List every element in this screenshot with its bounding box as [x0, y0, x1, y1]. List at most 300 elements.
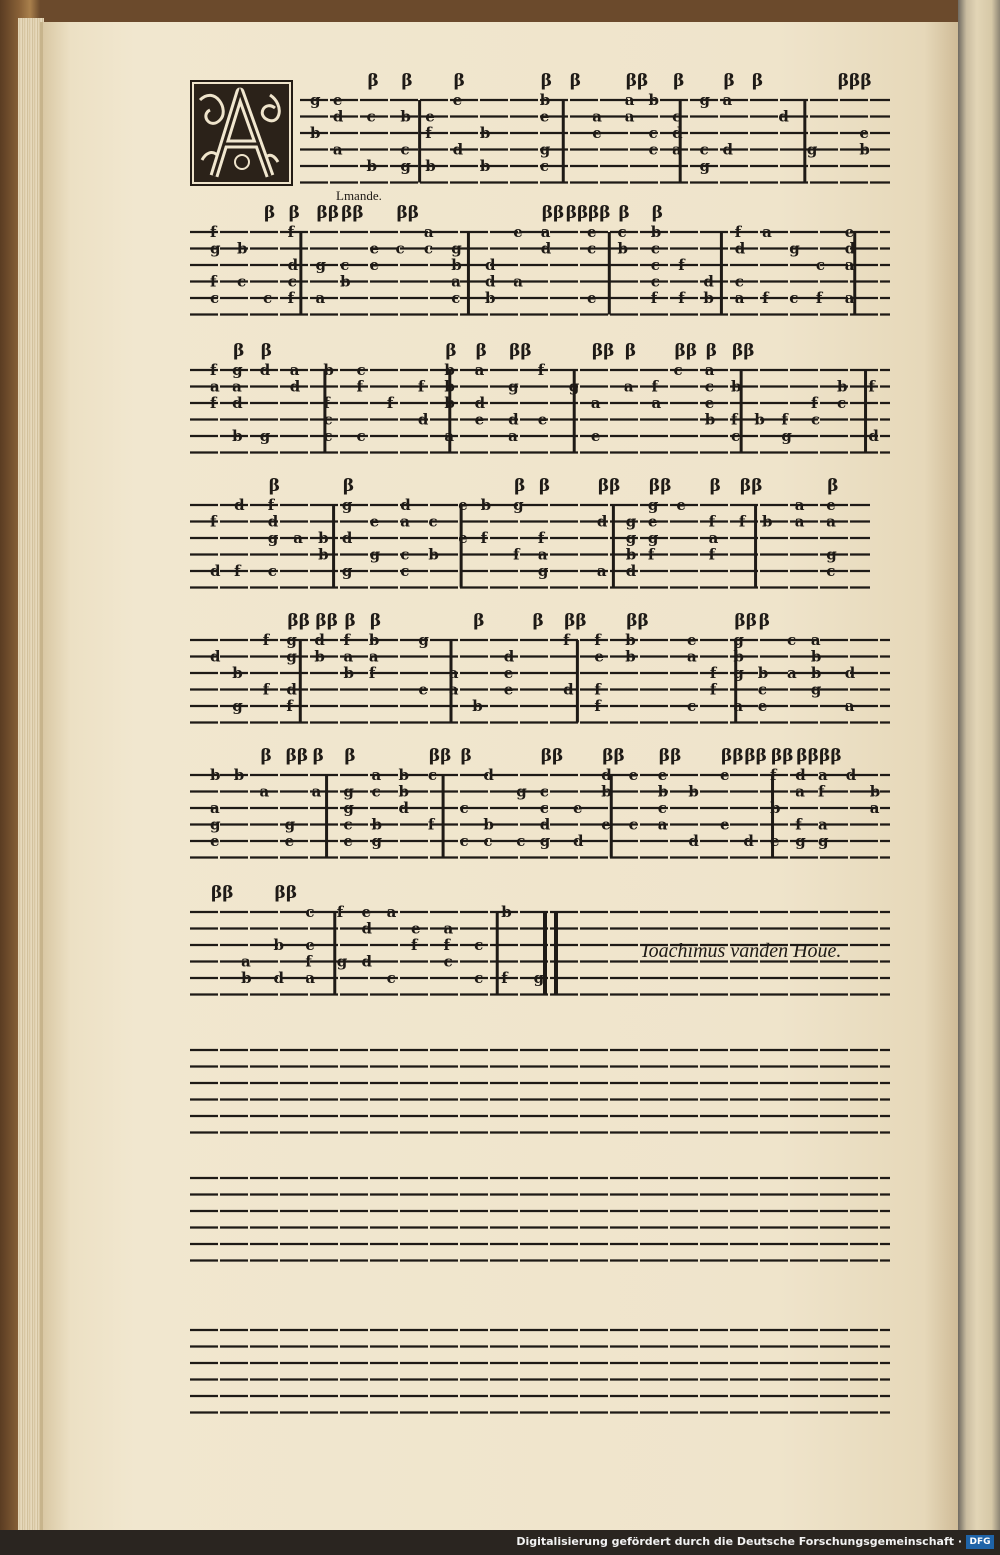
tab-letter: d — [601, 766, 612, 784]
tab-letter: e — [572, 799, 583, 817]
rhythm-flag: β — [342, 476, 355, 496]
tab-letter: e — [628, 766, 639, 784]
tab-letter: b — [314, 647, 325, 666]
tab-letter: f — [594, 697, 601, 715]
tab-letter: f — [286, 697, 293, 715]
tab-letter: f — [323, 394, 330, 412]
rhythm-flag: β — [751, 71, 764, 91]
tab-letter: f — [594, 631, 601, 649]
tab-letter: d — [417, 410, 429, 429]
tab-letter: c — [400, 562, 410, 580]
tab-letter: e — [369, 256, 380, 274]
rhythm-flag: ββ — [565, 203, 589, 223]
tab-letter: c — [451, 289, 461, 307]
tab-letter: f — [210, 272, 217, 291]
tab-letter: f — [708, 512, 716, 531]
tab-letter: a — [241, 952, 251, 971]
tab-letter: c — [699, 140, 709, 159]
rhythm-flag: ββ — [428, 746, 452, 766]
tab-letter: f — [356, 377, 363, 396]
tab-letter: f — [343, 631, 350, 649]
tab-letter: d — [259, 361, 271, 379]
tab-letter: b — [625, 545, 637, 564]
tab-letter: d — [474, 394, 486, 412]
tab-letter: d — [234, 496, 245, 514]
tab-letter: e — [305, 936, 315, 954]
rhythm-flag: β — [532, 611, 544, 631]
tab-letter: g — [513, 496, 524, 514]
tab-letter: b — [539, 91, 551, 109]
rhythm-flag: ββ — [731, 341, 755, 361]
tab-letter: b — [340, 272, 351, 291]
tab-letter: f — [563, 631, 570, 649]
tab-letter: c — [810, 410, 821, 429]
rhythm-flag: β — [758, 611, 771, 631]
tab-letter: e — [676, 496, 686, 514]
tab-letter: b — [273, 936, 285, 954]
tab-letter: f — [594, 680, 601, 699]
tab-letter: c — [734, 272, 744, 291]
tab-letter: a — [651, 394, 662, 412]
tab-letter: a — [371, 766, 382, 784]
tab-letter: e — [687, 631, 697, 649]
tab-letter: d — [508, 410, 519, 429]
tab-letter: g — [343, 782, 354, 801]
tab-letter: f — [537, 529, 545, 547]
tab-letter: d — [232, 394, 243, 412]
tab-letter: g — [210, 239, 221, 258]
rhythm-flag: ββ — [541, 203, 565, 223]
tab-letter: f — [287, 289, 295, 307]
tab-letter: c — [704, 377, 714, 396]
tab-letter: b — [398, 766, 409, 784]
composer-signature: Ioachimus vanden Houe. — [642, 940, 842, 962]
tab-letter: a — [305, 969, 316, 987]
tab-letter: c — [237, 272, 247, 291]
tab-letter: g — [568, 377, 580, 396]
tab-letter: g — [341, 562, 353, 580]
tab-letter: c — [586, 239, 597, 258]
dance-title: Lmande. — [336, 188, 382, 203]
tab-letter: e — [284, 832, 295, 850]
tab-letter: b — [400, 107, 411, 126]
dfg-logo: DFG — [966, 1535, 994, 1549]
tab-letter: g — [826, 545, 837, 564]
rhythm-flag: ββ — [721, 746, 744, 766]
tab-letter: c — [826, 562, 836, 580]
tab-letter: b — [688, 782, 699, 801]
tab-letter: a — [844, 697, 855, 715]
tab-letter: g — [267, 529, 279, 547]
rhythm-flag: β — [233, 341, 245, 361]
tab-letter: a — [592, 107, 603, 126]
tab-letter: a — [722, 91, 733, 109]
tab-letter: f — [781, 410, 788, 429]
rhythm-flag: β — [569, 71, 582, 91]
tab-letter: e — [425, 107, 435, 126]
tab-letter: a — [596, 562, 607, 580]
tab-letter: d — [361, 919, 373, 938]
rhythm-flag: ββ — [540, 746, 564, 766]
tab-letter: f — [411, 936, 418, 954]
rhythm-flag: ββ — [837, 71, 861, 91]
tab-letter: g — [315, 256, 327, 274]
tab-letter: a — [733, 697, 744, 715]
tab-letter: b — [601, 782, 612, 801]
tab-letter: e — [539, 107, 550, 126]
tab-letter: g — [369, 545, 381, 564]
tab-letter: d — [273, 969, 285, 987]
tab-letter: f — [709, 664, 717, 682]
tab-letter: g — [210, 815, 221, 834]
tab-letter: f — [210, 361, 217, 379]
tab-letter: f — [734, 223, 742, 241]
tab-letter: c — [428, 512, 438, 531]
tab-letter: a — [474, 361, 485, 379]
tab-letter: e — [503, 664, 514, 682]
rhythm-flag: ββ — [819, 746, 842, 766]
tab-letter: d — [484, 256, 496, 274]
tab-letter: a — [444, 427, 455, 445]
tab-letter: a — [657, 815, 668, 834]
tab-letter: f — [368, 664, 376, 682]
tab-letter: b — [617, 239, 628, 258]
tab-letter: d — [398, 799, 409, 817]
tab-letter: c — [474, 936, 484, 954]
rhythm-flag: β — [673, 71, 685, 91]
tab-letter: c — [539, 157, 549, 175]
tab-letter: a — [315, 289, 326, 307]
tab-letter: d — [361, 952, 373, 971]
tab-letter: b — [754, 410, 765, 429]
tab-letter: a — [624, 91, 635, 109]
tab-letter: f — [678, 256, 685, 274]
tab-letter: c — [516, 832, 526, 850]
rhythm-flag: ββ — [274, 883, 298, 903]
rhythm-flag: β — [268, 476, 281, 496]
tab-letter: f — [417, 377, 425, 396]
rhythm-flag: β — [860, 71, 872, 91]
tab-letter: c — [210, 289, 220, 307]
tab-letter: b — [371, 815, 382, 834]
tab-letter: d — [400, 496, 411, 514]
rhythm-flag: ββ — [396, 203, 420, 223]
rhythm-flag: β — [453, 71, 465, 91]
tab-letter: d — [503, 647, 515, 666]
tab-letter: g — [795, 832, 806, 850]
tab-letter: f — [647, 545, 655, 564]
tab-letter: a — [451, 272, 461, 291]
tab-letter: a — [448, 664, 459, 682]
tab-letter: e — [418, 680, 428, 699]
tab-letter: b — [425, 157, 436, 175]
tab-letter: b — [657, 782, 669, 801]
tab-letter: c — [443, 952, 453, 971]
tab-letter: d — [210, 562, 221, 580]
tab-letter: c — [650, 239, 660, 258]
footer-bar — [0, 1530, 1000, 1555]
tab-letter: d — [703, 272, 714, 291]
rhythm-flag: ββ — [674, 341, 698, 361]
tab-letter: c — [371, 782, 381, 801]
tab-letter: a — [818, 766, 828, 784]
tab-letter: a — [537, 545, 548, 564]
rhythm-flag: β — [723, 71, 735, 91]
rhythm-flag: ββ — [285, 746, 309, 766]
rhythm-flag: ββ — [509, 341, 532, 361]
tab-letter: a — [844, 289, 855, 307]
tab-letter: f — [708, 545, 716, 564]
tab-letter: g — [516, 782, 527, 801]
rhythm-flag: ββ — [587, 203, 611, 223]
rhythm-flag: β — [624, 341, 637, 361]
tab-letter: d — [563, 680, 574, 699]
rhythm-flag: β — [827, 476, 839, 496]
tab-letter: a — [624, 107, 635, 126]
tab-letter: e — [513, 223, 523, 241]
rhythm-flag: ββ — [770, 746, 794, 766]
tab-letter: a — [259, 782, 270, 801]
tab-letter: g — [232, 361, 243, 379]
tab-letter: c — [687, 697, 697, 715]
tab-letter: e — [369, 512, 380, 531]
tab-letter: d — [734, 239, 746, 258]
rhythm-flag: β — [445, 341, 457, 361]
tab-letter: g — [451, 239, 462, 258]
tab-letter: e — [859, 124, 869, 142]
tab-letter: d — [688, 832, 699, 850]
tab-letter: d — [844, 664, 856, 682]
tab-letter: d — [267, 512, 279, 531]
tab-letter: f — [425, 124, 432, 142]
tab-letter: a — [210, 377, 220, 396]
tab-letter: d — [572, 832, 584, 850]
tab-letter: a — [687, 647, 697, 666]
tab-letter: a — [368, 647, 379, 666]
tab-letter: b — [232, 427, 243, 445]
tab-letter: f — [234, 562, 241, 580]
tab-letter: c — [305, 903, 315, 921]
tab-letter: a — [810, 631, 821, 649]
tab-letter: b — [810, 664, 822, 682]
tab-letter: g — [810, 680, 822, 699]
tab-letter: d — [844, 239, 856, 258]
tab-letter: c — [267, 562, 277, 580]
tab-letter: a — [787, 664, 797, 682]
tab-letter: c — [356, 427, 366, 445]
tab-letter: c — [815, 256, 826, 274]
tab-letter: c — [539, 782, 549, 801]
tab-letter: f — [427, 815, 435, 834]
tab-letter: c — [789, 289, 799, 307]
tab-letter: a — [762, 223, 772, 241]
rhythm-flag: ββ — [591, 341, 615, 361]
rhythm-flag: ββ — [658, 746, 682, 766]
tab-letter: f — [210, 223, 217, 241]
tab-letter: b — [444, 377, 455, 396]
tab-letter: g — [625, 529, 637, 547]
tab-letter: f — [305, 952, 312, 971]
tab-letter: f — [678, 289, 685, 307]
tab-letter: c — [539, 799, 549, 817]
tab-letter: b — [869, 782, 881, 801]
tab-letter: b — [479, 157, 491, 175]
tab-letter: c — [650, 272, 660, 291]
tab-letter: c — [650, 256, 660, 274]
tab-letter: g — [232, 697, 243, 715]
tab-letter: f — [818, 782, 825, 801]
tab-letter: f — [709, 680, 717, 699]
tab-letter: a — [332, 140, 343, 159]
tab-letter: c — [787, 631, 797, 649]
tab-letter: b — [650, 223, 662, 241]
tab-letter: g — [400, 157, 411, 175]
tab-letter: a — [704, 361, 715, 379]
tab-letter: c — [648, 140, 658, 159]
tab-letter: b — [428, 545, 439, 564]
tab-letter: a — [289, 361, 300, 379]
tab-letter: g — [533, 969, 545, 987]
tab-letter: c — [262, 289, 273, 307]
tab-letter: f — [810, 394, 818, 412]
rhythm-flag: ββ — [739, 476, 763, 496]
tab-letter: c — [673, 361, 683, 379]
rhythm-flag: ββ — [744, 746, 767, 766]
tab-letter: a — [869, 799, 880, 817]
tab-letter: b — [210, 766, 221, 784]
rhythm-flag: β — [651, 203, 664, 223]
tab-letter: f — [210, 512, 217, 531]
tab-letter: b — [233, 766, 245, 784]
tab-letter: d — [539, 815, 551, 834]
rhythm-flag: β — [260, 341, 273, 361]
tab-letter: b — [757, 664, 769, 682]
tab-letter: e — [537, 410, 548, 429]
tab-letter: f — [513, 545, 520, 564]
tab-letter: c — [400, 545, 410, 564]
tab-letter: c — [287, 272, 297, 291]
tab-letter: e — [594, 647, 604, 666]
rhythm-flag: ββ — [597, 476, 621, 496]
tab-letter: d — [845, 766, 857, 784]
rhythm-flag: β — [473, 611, 485, 631]
tab-letter: d — [314, 631, 325, 649]
tab-letter: g — [286, 631, 297, 649]
tab-letter: e — [844, 223, 855, 241]
tab-letter: e — [720, 766, 730, 784]
tab-letter: b — [237, 239, 248, 258]
tab-letter: b — [368, 631, 380, 649]
tab-letter: a — [293, 529, 303, 547]
tab-letter: c — [657, 799, 667, 817]
tab-letter: a — [794, 496, 805, 514]
tab-letter: a — [794, 512, 805, 531]
rhythm-flag: ββ — [602, 746, 625, 766]
rhythm-flag: β — [312, 746, 324, 766]
tab-letter: f — [868, 377, 875, 396]
tab-letter: e — [657, 766, 668, 784]
tab-letter: b — [444, 394, 455, 412]
tab-letter: a — [672, 140, 682, 159]
tab-letter: b — [625, 631, 636, 649]
tab-letter: b — [398, 782, 409, 801]
rhythm-flag: β — [709, 476, 721, 496]
rhythm-flag: ββ — [734, 611, 758, 631]
tab-letter: a — [423, 223, 434, 241]
tab-letter: g — [789, 239, 800, 258]
tab-letter: e — [474, 410, 485, 429]
tab-letter: b — [730, 377, 742, 396]
rhythm-flag: β — [460, 746, 472, 766]
rhythm-flag: ββ — [564, 611, 587, 631]
rhythm-flag: β — [540, 71, 553, 91]
tab-letter: g — [341, 496, 353, 514]
tab-letter: f — [443, 936, 450, 954]
tab-letter: c — [395, 239, 405, 258]
tab-letter: d — [795, 766, 806, 784]
tab-letter: g — [537, 562, 549, 580]
tab-letter: d — [596, 512, 608, 531]
tab-letter: f — [386, 394, 394, 412]
tab-letter: g — [806, 140, 818, 159]
tab-letter: d — [452, 140, 464, 159]
tab-letter: e — [826, 496, 836, 514]
tab-letter: f — [651, 377, 658, 396]
tab-letter: g — [310, 91, 321, 109]
tab-letter: g — [818, 832, 829, 850]
tab-letter: b — [762, 512, 773, 531]
tab-letter: e — [361, 903, 372, 921]
rhythm-flag: ββ — [625, 71, 649, 91]
tab-letter: a — [400, 512, 410, 531]
tab-letter: a — [386, 903, 397, 921]
tab-letter: a — [623, 377, 634, 396]
rhythm-flag: ββ — [796, 746, 819, 766]
tab-letter: e — [452, 91, 463, 109]
tab-letter: c — [366, 107, 376, 126]
tab-letter: g — [699, 91, 711, 109]
tab-letter: b — [625, 647, 636, 666]
tab-letter: a — [818, 815, 828, 834]
rhythm-flag: ββ — [316, 203, 340, 223]
tab-letter: b — [472, 697, 483, 715]
tab-letter: d — [286, 680, 297, 699]
tab-letter: d — [484, 272, 496, 291]
tab-letter: a — [508, 427, 518, 445]
tab-letter: e — [210, 832, 220, 850]
tab-letter: d — [778, 107, 789, 126]
tab-letter: g — [343, 799, 354, 817]
rhythm-flag: ββ — [211, 883, 234, 903]
tab-letter: c — [617, 223, 627, 241]
tab-letter: d — [540, 239, 552, 258]
tab-letter: b — [444, 361, 455, 379]
tab-letter: c — [400, 140, 410, 159]
tab-letter: g — [625, 512, 637, 531]
tab-letter: a — [448, 680, 459, 699]
tab-letter: d — [868, 427, 879, 445]
tab-letter: c — [423, 239, 433, 258]
tab-letter: e — [586, 223, 597, 241]
tab-letter: g — [539, 832, 551, 850]
rhythm-flag: β — [344, 611, 356, 631]
rhythm-flag: β — [369, 611, 382, 631]
tab-letter: g — [418, 631, 429, 649]
tab-letter: c — [648, 124, 658, 142]
tab-letter: b — [310, 124, 321, 142]
tab-letter: a — [795, 782, 806, 801]
rhythm-flag: β — [263, 203, 276, 223]
